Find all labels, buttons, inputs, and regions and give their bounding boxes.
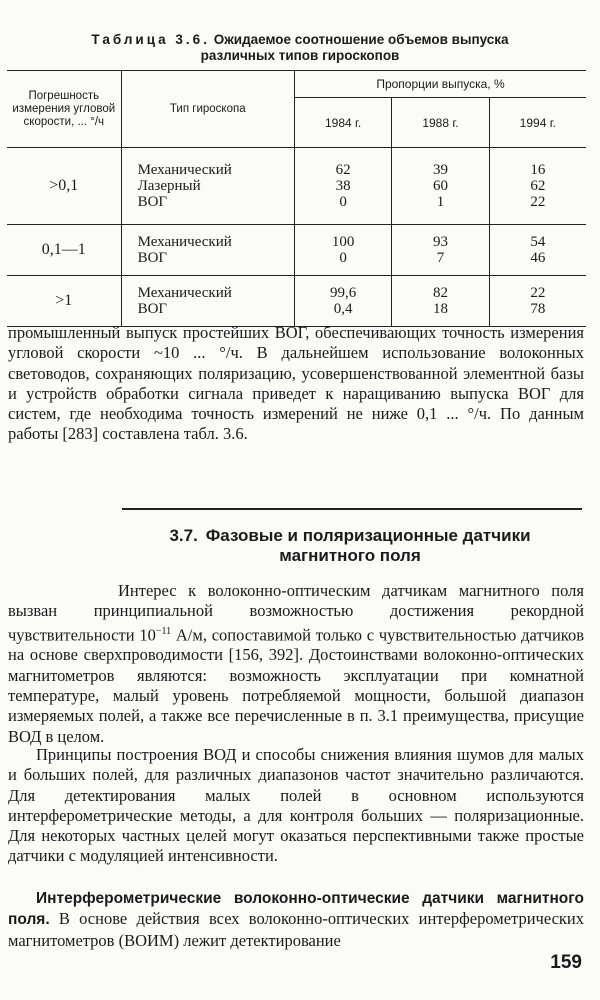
section-rule xyxy=(122,508,582,510)
value: 99,6 xyxy=(330,285,357,301)
paragraph-continued: промышленный выпуск простейших ВОГ, обеспечивающих точность измерения угловой скорости ~10 ... °/ч. В дальнейшем использование волоконных световодов, сохраняющих поляризацию, усовершенствованной элементной базы и устройств обработки сигнала приведет к наращиванию выпуска ВОГ для систем, где необходима точность измерений не ниже 0,1 ... °/ч. По данным работы [283] составлена табл. 3.6. xyxy=(8,323,584,444)
paragraph-interferometric-text: В основе действия всех волоконно-оптических интерферометрических магнитометров (ВОИМ) лежит детектирование xyxy=(8,909,584,950)
type-label: ВОГ xyxy=(137,301,168,317)
value: 7 xyxy=(436,250,445,266)
value: 22 xyxy=(530,194,546,210)
value: 39 xyxy=(432,162,448,178)
header-type: Тип гироскопа xyxy=(121,71,294,148)
value-cell-1984 xyxy=(294,276,391,327)
error-cell: 0,1—1 xyxy=(7,225,121,276)
value-cell-1994 xyxy=(489,276,586,327)
value: 18 xyxy=(432,301,448,317)
value-cell-1984 xyxy=(294,225,391,276)
value-cell-1994 xyxy=(489,148,586,225)
table-caption-text: Ожидаемое соотношение объемов выпуска различных типов гироскопов xyxy=(200,32,509,63)
value-cell-1994 xyxy=(489,225,586,276)
section-number: 3.7. xyxy=(169,526,198,545)
value: 82 xyxy=(432,285,448,301)
types-cell xyxy=(121,225,294,276)
value-cell-1988 xyxy=(392,225,489,276)
types-cell xyxy=(121,276,294,327)
type-label: Лазерный xyxy=(137,178,201,194)
value: 22 xyxy=(530,285,546,301)
value: 46 xyxy=(530,250,546,266)
value: 0 xyxy=(339,250,347,266)
runin-heading: Интерферометрические волоконно-оптические датчики магнитного поля. xyxy=(8,890,584,929)
value: 62 xyxy=(530,178,546,194)
header-year-1984: 1984 г. xyxy=(294,98,391,148)
header-year-1994: 1994 г. xyxy=(489,98,586,148)
value: 60 xyxy=(432,178,448,194)
value: 16 xyxy=(530,162,546,178)
gyroscope-table xyxy=(7,70,586,327)
value: 0 xyxy=(339,194,347,210)
table-row xyxy=(7,225,586,276)
header-proportions: Пропорции выпуска, % xyxy=(294,71,586,98)
type-label: ВОГ xyxy=(137,194,168,210)
value: 93 xyxy=(432,234,448,250)
error-cell: >1 xyxy=(7,276,121,327)
section-title: Фазовые и поляризационные датчики магнитного поля xyxy=(205,526,531,565)
value: 78 xyxy=(530,301,546,317)
page-number: 159 xyxy=(550,952,582,973)
value: 0,4 xyxy=(333,301,353,317)
type-label: Механический xyxy=(137,234,232,250)
table-row xyxy=(7,276,586,327)
table-caption-lead: Таблица 3.6. xyxy=(91,32,210,47)
header-year-1988: 1988 г. xyxy=(392,98,489,148)
value-cell-1984 xyxy=(294,148,391,225)
value: 100 xyxy=(331,234,355,250)
exponent: −11 xyxy=(155,625,172,637)
value-cell-1988 xyxy=(392,148,489,225)
value: 54 xyxy=(530,234,546,250)
type-label: Механический xyxy=(137,162,232,178)
paragraph-intro-part2: А/м, сопоставимой только с чувствительностью датчиков на основе сверхпроводимости [156, 392]. Достоинствами волоконно-оптических магнитометров являются: возможность эксплуатации при комнатной температуре, малый уровень потребляемой мощности, большой диапазон измеряемых полей, а также все перечисленные в п. 3.1 преимущества, присущие ВОД в целом. xyxy=(8,625,585,746)
value-cell-1988 xyxy=(392,276,489,327)
paragraph-interferometric xyxy=(8,888,584,951)
section-heading xyxy=(120,526,580,566)
type-label: ВОГ xyxy=(137,250,168,266)
value: 1 xyxy=(436,194,445,210)
table-caption xyxy=(60,32,540,64)
value: 62 xyxy=(335,162,351,178)
paragraph-principles: Принципы построения ВОД и способы снижения влияния шумов для малых и больших полей, для различных диапазонов частот значительно различаются. Для детектирования малых полей в основном используются интерферометрические методы, а для контроля больших — поляризационные. Для некоторых частных целей могут оказаться перспективными также простые датчики с модуляцией интенсивности. xyxy=(8,745,584,866)
paragraph-intro-part1: Интерес к волоконно-оптическим датчикам магнитного поля вызван принципиальной возможностью достижения рекордной чувствительности 10 xyxy=(8,581,584,645)
paragraph-intro xyxy=(8,581,584,747)
value: 38 xyxy=(335,178,351,194)
header-error: Погрешность измерения угловой скорости, ... °/ч xyxy=(7,71,121,148)
type-label: Механический xyxy=(137,285,232,301)
table-row xyxy=(7,148,586,225)
error-cell: >0,1 xyxy=(7,148,121,225)
types-cell xyxy=(121,148,294,225)
